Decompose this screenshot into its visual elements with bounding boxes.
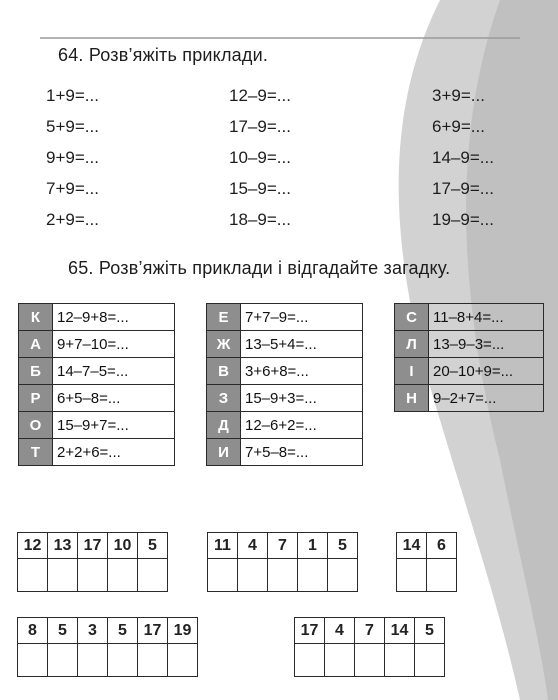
answer-number-cell: 3: [78, 618, 108, 644]
answer-letter-cell[interactable]: [138, 644, 168, 677]
expression-cell: 7+5–8=...: [241, 439, 363, 466]
answer-letter-cell[interactable]: [298, 559, 328, 592]
table-row: [207, 385, 363, 412]
answer-number-cell: 5: [108, 618, 138, 644]
example-item: 5+9=...: [46, 117, 99, 136]
answer-number-cell: 6: [427, 533, 457, 559]
answer-numbers-row: [18, 533, 168, 559]
answer-letter-cell[interactable]: [18, 559, 48, 592]
expression-cell: 9–2+7=...: [429, 385, 544, 412]
example-item: 9+9=...: [46, 148, 99, 167]
answer-letter-cell[interactable]: [168, 644, 198, 677]
example-item: 2+9=...: [46, 210, 99, 229]
letter-cell: И: [207, 439, 241, 466]
table-row: [19, 385, 175, 412]
answer-number-cell: 14: [397, 533, 427, 559]
answer-letters-row: [18, 644, 198, 677]
letter-cell: В: [207, 358, 241, 385]
table-row: [395, 304, 544, 331]
table-row: [207, 358, 363, 385]
table-row: [19, 304, 175, 331]
exercise-64-title: 64. Розв’яжіть приклади.: [58, 45, 269, 65]
letter-key-table-1: [18, 303, 175, 466]
table-row: [207, 304, 363, 331]
answer-number-cell: 5: [48, 618, 78, 644]
letter-key-table-3: [394, 303, 544, 412]
answer-grid-1: [17, 532, 168, 592]
answer-letter-cell[interactable]: [48, 559, 78, 592]
expression-cell: 15–9+7=...: [53, 412, 175, 439]
table-row: [19, 412, 175, 439]
answer-letter-cell[interactable]: [208, 559, 238, 592]
letter-cell: З: [207, 385, 241, 412]
answer-letter-cell[interactable]: [108, 559, 138, 592]
answer-number-cell: 5: [138, 533, 168, 559]
expression-cell: 2+2+6=...: [53, 439, 175, 466]
example-item: 18–9=...: [229, 210, 291, 229]
example-item: 1+9=...: [46, 86, 99, 105]
letter-key-table-2: [206, 303, 363, 466]
answer-grid-5: [294, 617, 445, 677]
answer-letter-cell[interactable]: [355, 644, 385, 677]
answer-numbers-row: [397, 533, 457, 559]
answer-number-cell: 4: [325, 618, 355, 644]
example-item: 3+9=...: [432, 86, 485, 105]
letter-cell: К: [19, 304, 53, 331]
expression-cell: 11–8+4=...: [429, 304, 544, 331]
letter-cell: О: [19, 412, 53, 439]
answer-letter-cell[interactable]: [397, 559, 427, 592]
exercise-64-column-1: [46, 80, 99, 235]
table-row: [207, 439, 363, 466]
answer-letter-cell[interactable]: [108, 644, 138, 677]
answer-number-cell: 17: [138, 618, 168, 644]
example-item: 10–9=...: [229, 148, 291, 167]
answer-number-cell: 4: [238, 533, 268, 559]
answer-letter-cell[interactable]: [415, 644, 445, 677]
answer-grid-4: [17, 617, 198, 677]
answer-letter-cell[interactable]: [268, 559, 298, 592]
letter-cell: Ж: [207, 331, 241, 358]
table-row: [395, 331, 544, 358]
table-row: [207, 331, 363, 358]
letter-cell: Л: [395, 331, 429, 358]
answer-number-cell: 17: [78, 533, 108, 559]
exercise-64-column-2: [229, 80, 291, 235]
letter-cell: Т: [19, 439, 53, 466]
table-row: [395, 358, 544, 385]
letter-cell: Д: [207, 412, 241, 439]
answer-letter-cell[interactable]: [295, 644, 325, 677]
example-item: 17–9=...: [229, 117, 291, 136]
answer-number-cell: 10: [108, 533, 138, 559]
answer-letters-row: [208, 559, 358, 592]
answer-number-cell: 11: [208, 533, 238, 559]
answer-number-cell: 14: [385, 618, 415, 644]
letter-cell: Б: [19, 358, 53, 385]
example-item: 7+9=...: [46, 179, 99, 198]
expression-cell: 9+7–10=...: [53, 331, 175, 358]
exercise-64-column-3: [432, 80, 494, 235]
example-item: 17–9=...: [432, 179, 494, 198]
answer-letter-cell[interactable]: [48, 644, 78, 677]
example-item: 14–9=...: [432, 148, 494, 167]
answer-number-cell: 7: [355, 618, 385, 644]
letter-cell: С: [395, 304, 429, 331]
answer-numbers-row: [295, 618, 445, 644]
expression-cell: 20–10+9=...: [429, 358, 544, 385]
expression-cell: 13–9–3=...: [429, 331, 544, 358]
answer-grid-3: [396, 532, 457, 592]
table-row: [19, 439, 175, 466]
answer-letter-cell[interactable]: [78, 644, 108, 677]
answer-number-cell: 13: [48, 533, 78, 559]
answer-letter-cell[interactable]: [385, 644, 415, 677]
answer-letters-row: [295, 644, 445, 677]
expression-cell: 12–9+8=...: [53, 304, 175, 331]
letter-cell: А: [19, 331, 53, 358]
answer-letter-cell[interactable]: [427, 559, 457, 592]
answer-letter-cell[interactable]: [328, 559, 358, 592]
answer-numbers-row: [18, 618, 198, 644]
answer-letter-cell[interactable]: [138, 559, 168, 592]
table-row: [19, 331, 175, 358]
expression-cell: 15–9+3=...: [241, 385, 363, 412]
expression-cell: 13–5+4=...: [241, 331, 363, 358]
expression-cell: 3+6+8=...: [241, 358, 363, 385]
answer-letter-cell[interactable]: [325, 644, 355, 677]
answer-numbers-row: [208, 533, 358, 559]
answer-letters-row: [397, 559, 457, 592]
example-item: 6+9=...: [432, 117, 485, 136]
expression-cell: 6+5–8=...: [53, 385, 175, 412]
exercise-65-title: 65. Розв’яжіть приклади і відгадайте загадку.: [68, 258, 451, 278]
example-item: 15–9=...: [229, 179, 291, 198]
answer-number-cell: 8: [18, 618, 48, 644]
letter-cell: І: [395, 358, 429, 385]
table-row: [19, 358, 175, 385]
example-item: 12–9=...: [229, 86, 291, 105]
letter-cell: Е: [207, 304, 241, 331]
expression-cell: 12–6+2=...: [241, 412, 363, 439]
answer-grid-2: [207, 532, 358, 592]
answer-letter-cell[interactable]: [18, 644, 48, 677]
expression-cell: 7+7–9=...: [241, 304, 363, 331]
answer-number-cell: 1: [298, 533, 328, 559]
letter-cell: Н: [395, 385, 429, 412]
example-item: 19–9=...: [432, 210, 494, 229]
answer-number-cell: 5: [415, 618, 445, 644]
table-row: [395, 385, 544, 412]
table-row: [207, 412, 363, 439]
answer-number-cell: 12: [18, 533, 48, 559]
answer-number-cell: 5: [328, 533, 358, 559]
answer-letter-cell[interactable]: [78, 559, 108, 592]
answer-number-cell: 17: [295, 618, 325, 644]
answer-letter-cell[interactable]: [238, 559, 268, 592]
answer-letters-row: [18, 559, 168, 592]
letter-cell: Р: [19, 385, 53, 412]
expression-cell: 14–7–5=...: [53, 358, 175, 385]
answer-number-cell: 7: [268, 533, 298, 559]
answer-number-cell: 19: [168, 618, 198, 644]
